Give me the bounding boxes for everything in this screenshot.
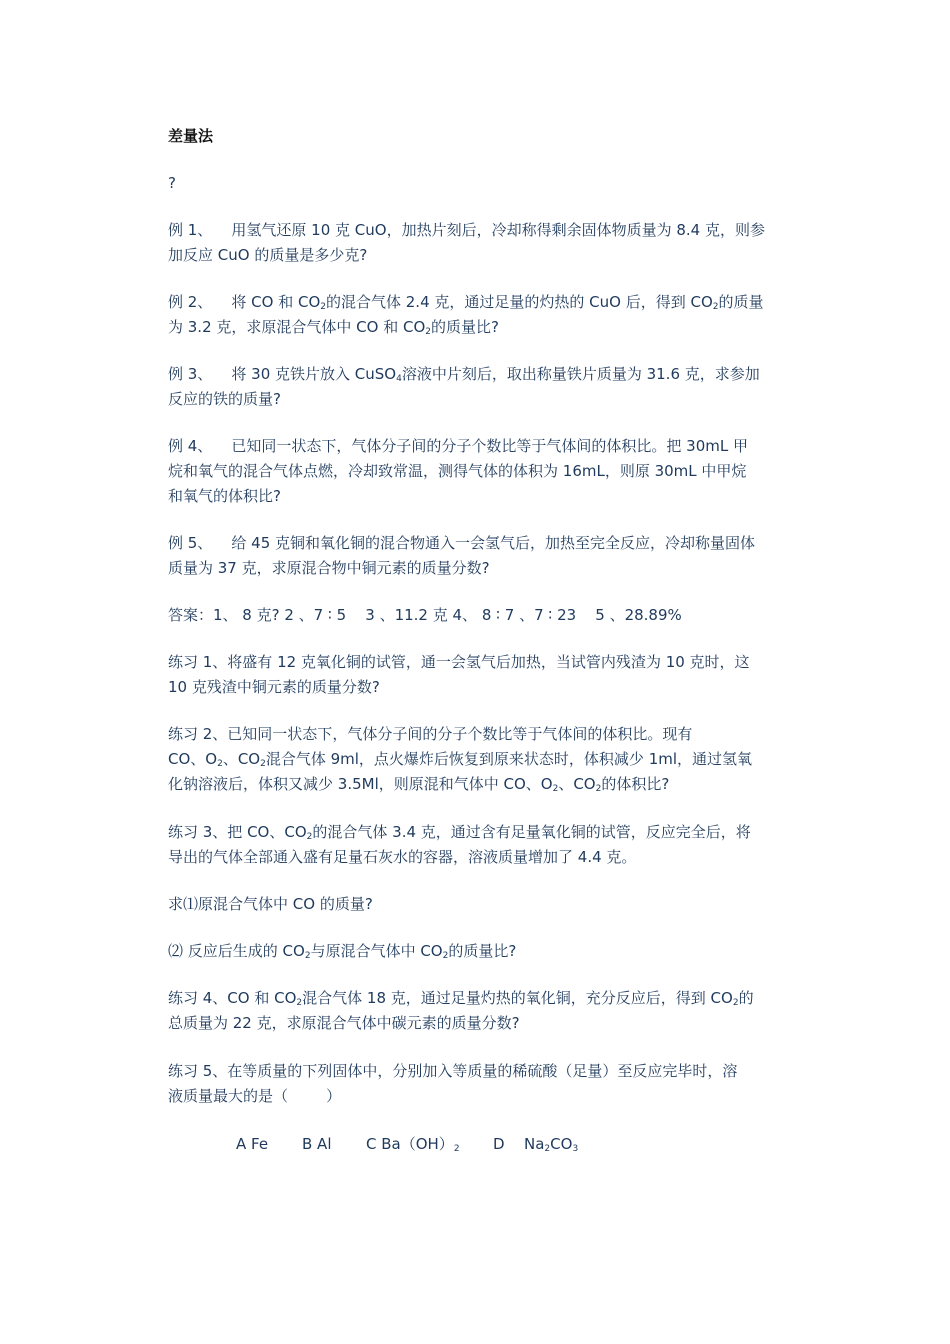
subscript: 2 — [544, 1144, 551, 1154]
text-run: 总质量为 22 克，求原混合气体中碳元素的质量分数? — [168, 1014, 520, 1032]
option-d-formula — [524, 1132, 578, 1157]
answer-key: 答案：1、 8 克? 2 、7 ∶ 5 3 、11.2 克 4、 8 ∶ 7 、7 ∶ 23 5 、28.89% — [168, 606, 682, 624]
example-1-line-2: 加反应 CuO 的质量是多少克? — [168, 246, 368, 264]
text-run: 混合气体 9ml，点火爆炸后恢复到原来状态时，体积减少 1ml，通过氢氧 — [265, 750, 753, 768]
subscript: 3 — [572, 1144, 579, 1154]
text-run: 化钠溶液后，体积又减少 3.5Ml，则原混和气体中 CO、O — [168, 775, 553, 793]
subscript: 2 — [217, 759, 223, 769]
text-run: 质量为 37 克，求原混合物中铜元素的质量分数? — [168, 559, 490, 577]
option-b: B Al — [302, 1135, 332, 1153]
option-a: A Fe — [236, 1135, 269, 1153]
text-run: 和氧气的体积比? — [168, 487, 281, 505]
subscript: 2 — [320, 302, 326, 312]
text-run: 练习 3、把 CO、CO — [168, 823, 307, 841]
subscript: 2 — [296, 998, 303, 1008]
text-run: 例 3、 将 30 克铁片放入 CuSO — [168, 365, 397, 383]
example-1 — [168, 218, 780, 268]
example-2 — [168, 290, 780, 340]
text-run: CO、O — [168, 750, 218, 768]
text-run: C Ba（OH） — [366, 1135, 454, 1153]
text-run: 练习 1、将盛有 12 克氧化铜的试管，通一会氢气后加热，当试管内残渣为 10 克时，这 — [168, 653, 750, 671]
text-run: CO — [550, 1135, 573, 1153]
practice-3-question-2 — [168, 939, 780, 964]
text-run: 、CO — [558, 775, 596, 793]
subscript: 2 — [732, 998, 739, 1008]
text-run: 为 3.2 克，求原混合气体中 CO 和 CO — [168, 318, 426, 336]
text-run: 烷和氧气的混合气体点燃，冷却致常温，测得气体的体积为 16mL，则原 30mL 中甲烷 — [168, 462, 747, 480]
subscript: 2 — [260, 759, 266, 769]
subscript: 2 — [453, 1144, 460, 1154]
text-run: 溶液中片刻后，取出称量铁片质量为 31.6 克，求参加 — [401, 365, 760, 383]
text-run: 的质量比? — [431, 318, 499, 336]
option-d: D — [493, 1135, 505, 1153]
text-run: Na — [524, 1135, 545, 1153]
example-4 — [168, 434, 780, 509]
practice-2 — [168, 722, 780, 797]
text-run: 的混合气体 3.4 克，通过含有足量氧化铜的试管，反应完全后，将 — [312, 823, 751, 841]
example-5 — [168, 531, 780, 581]
text-run: 的质量 — [718, 293, 764, 311]
example-3 — [168, 362, 780, 412]
practice-5 — [168, 1059, 780, 1109]
subscript: 4 — [396, 374, 402, 384]
answer-options — [236, 1132, 578, 1157]
practice-4 — [168, 986, 780, 1036]
subscript: 2 — [595, 784, 602, 794]
text-run: ⑵ 反应后生成的 CO — [168, 942, 305, 960]
subscript: 2 — [304, 951, 311, 961]
option-c — [366, 1132, 493, 1157]
text-run: 练习 4、CO 和 CO — [168, 989, 297, 1007]
practice-1 — [168, 650, 780, 700]
text-run: 例 4、 已知同一状态下，气体分子间的分子个数比等于气体间的体积比。把 30mL 甲 — [168, 437, 748, 455]
subscript: 2 — [712, 302, 719, 312]
subscript: 2 — [442, 951, 449, 961]
text-run: 的体积比? — [601, 775, 670, 793]
subscript: 2 — [552, 784, 559, 794]
text-run: 10 克残渣中铜元素的质量分数? — [168, 678, 380, 696]
document-title: 差量法 — [168, 127, 214, 145]
text-run: 练习 2、已知同一状态下，气体分子间的分子个数比等于气体间的体积比。现有 — [168, 725, 693, 743]
text-run: 例 5、 给 45 克铜和氧化铜的混合物通入一会氢气后，加热至完全反应，冷却称量固体 — [168, 534, 756, 552]
practice-3-question-1: 求⑴原混合气体中 CO 的质量? — [168, 895, 373, 913]
text-run: 例 2、 将 CO 和 CO — [168, 293, 321, 311]
text-run: 练习 5、在等质量的下列固体中，分别加入等质量的稀硫酸（足量）至反应完毕时，溶 — [168, 1062, 738, 1080]
text-run: 液质量最大的是（ ） — [168, 1087, 342, 1105]
text-run: 与原混合气体中 CO — [310, 942, 443, 960]
text-run: 反应的铁的质量? — [168, 390, 281, 408]
subscript: 2 — [425, 327, 431, 337]
text-run: 的 — [738, 989, 754, 1007]
text-run: 混合气体 18 克，通过足量灼热的氧化铜，充分反应后，得到 CO — [302, 989, 733, 1007]
text-run: 、CO — [222, 750, 261, 768]
text-run: 导出的气体全部通入盛有足量石灰水的容器，溶液质量增加了 4.4 克。 — [168, 848, 637, 866]
example-1-line-1: 例 1、 用氢气还原 10 克 CuO，加热片刻后，冷却称得剩余固体物质量为 8.4 克，则参 — [168, 221, 765, 239]
subscript: 2 — [306, 832, 313, 842]
text-run: 的质量比? — [448, 942, 517, 960]
practice-3 — [168, 820, 780, 870]
placeholder-mark: ? — [168, 174, 176, 192]
text-run: 的混合气体 2.4 克，通过足量的灼热的 CuO 后，得到 CO — [325, 293, 713, 311]
